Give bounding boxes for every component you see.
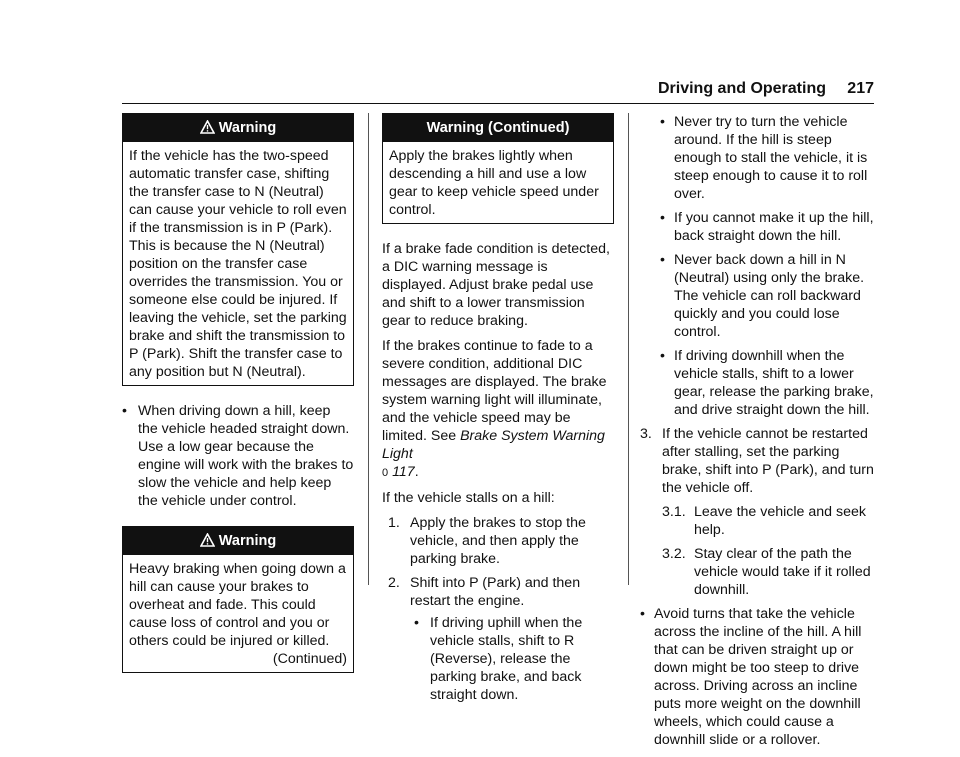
list-item-text: If driving downhill when the vehicle stalls, shift to a lower gear, release the parking brake, and drive straight down the hill.: [674, 348, 874, 418]
paragraph-severe-fade: [382, 337, 614, 482]
bullet-icon: •: [660, 210, 665, 226]
warning-body: [383, 142, 613, 223]
warning-box-transfer-case: [122, 113, 354, 386]
list-item: [640, 347, 876, 419]
warning-body: [123, 555, 353, 672]
warning-text: Heavy braking when going down a hill can cause your brakes to overheat and fade. This could cause loss of control and you or others could be injured or killed.: [129, 561, 346, 649]
bullet-icon: •: [660, 348, 665, 364]
cross-reference-page[interactable]: 117: [392, 464, 415, 480]
paragraph-stalls: If the vehicle stalls on a hill:: [382, 490, 555, 506]
column-3: [640, 113, 876, 757]
step-number: 1.: [388, 515, 400, 531]
warning-triangle-icon: [200, 529, 215, 557]
warning-triangle-icon: [200, 116, 215, 144]
numbered-step: [382, 574, 614, 704]
warning-box-continued: [382, 113, 614, 224]
sub-step: [640, 503, 876, 539]
step-text: Stay clear of the path the vehicle would take if it rolled downhill.: [694, 546, 871, 598]
step-number: 3.1.: [662, 504, 686, 520]
column-1: [122, 113, 354, 689]
list-item-text: Avoid turns that take the vehicle across the incline of the hill. A hill that can be driven straight up or down might be too steep to drive across. Driving across an incline puts more weight on the downhill wheels, which could cause a downhill slide or a rollover.: [654, 606, 862, 748]
warning-header: [383, 114, 613, 142]
list-item: [640, 251, 876, 341]
column-divider-2: [628, 113, 629, 585]
step-number: 2.: [388, 575, 400, 591]
column-divider-1: [368, 113, 369, 585]
step-text: If the vehicle cannot be restarted after stalling, set the parking brake, shift into P (Park), and turn the vehicle off.: [662, 426, 874, 496]
warning-text: If the vehicle has the two-speed automatic transfer case, shifting the transfer case to N (Neutral) can cause your vehicle to roll even if the transmission is in P (Park). This is because the N (Neutral) position on the transfer case overrides the transmission. You or someone else could be injured. If leaving the vehicle, set the parking brake and shift the transmission to P (Park). Shift the transfer case to any position but N (Neutral).: [129, 148, 347, 380]
continued-label: (Continued): [272, 651, 347, 667]
step-text: Shift into P (Park) and then restart the engine.: [410, 575, 581, 609]
step-number: 3.2.: [662, 546, 686, 562]
bullet-icon: •: [660, 252, 665, 268]
numbered-step: [640, 425, 876, 497]
paragraph-brake-fade: If a brake fade condition is detected, a DIC warning message is displayed. Adjust brake pedal use and shift to a lower transmission gear to reduce braking.: [382, 241, 610, 329]
list-item: [640, 209, 876, 245]
list-item-text: Never try to turn the vehicle around. If the hill is steep enough to stall the vehicle, it is steep enough to cause it to roll over.: [674, 114, 868, 202]
warning-header: [123, 114, 353, 142]
warning-box-heavy-braking: [122, 526, 354, 673]
page-number: 217: [847, 80, 874, 97]
warning-header: [123, 527, 353, 555]
sub-step: [640, 545, 876, 599]
bullet-icon: •: [660, 114, 665, 130]
step-text: Leave the vehicle and seek help.: [694, 504, 866, 538]
list-item: [410, 614, 614, 704]
list-item: [640, 605, 876, 749]
list-item: [122, 402, 354, 510]
list-item-text: If driving uphill when the vehicle stalls, shift to R (Reverse), release the parking brake, and back straight down.: [430, 615, 583, 703]
list-item-text: When driving down a hill, keep the vehicle headed straight down. Use a low gear because the engine will work with the brakes to slow the vehicle and help keep the vehicle under control.: [138, 403, 354, 509]
paragraph-text: If the brakes continue to fade to a severe condition, additional DIC messages are displayed. The brake system warning light will illuminate, and the vehicle speed may be limited. See: [382, 338, 607, 444]
page-reference-icon: 0: [382, 467, 389, 479]
warning-title: Warning (Continued): [426, 120, 570, 136]
bullet-icon: •: [122, 403, 127, 419]
bullet-icon: •: [414, 615, 419, 631]
numbered-step: [382, 514, 614, 568]
warning-body: [123, 142, 353, 385]
column-2: [382, 113, 614, 710]
warning-title: Warning: [218, 120, 277, 136]
step-number: 3.: [640, 426, 652, 442]
step-text: Apply the brakes to stop the vehicle, and then apply the parking brake.: [410, 515, 586, 567]
list-item: [640, 113, 876, 203]
warning-text: Apply the brakes lightly when descending a hill and use a low gear to keep vehicle speed under control.: [389, 148, 599, 218]
section-title: Driving and Operating: [657, 80, 826, 97]
paragraph-end: .: [414, 464, 419, 480]
cross-reference-link[interactable]: Brake System Warning Light: [382, 428, 605, 462]
warning-title: Warning: [218, 533, 277, 549]
page-header: [122, 78, 874, 104]
list-item-text: If you cannot make it up the hill, back straight down the hill.: [674, 210, 874, 244]
bullet-icon: •: [640, 606, 645, 622]
list-item-text: Never back down a hill in N (Neutral) using only the brake. The vehicle can roll backward quickly and you could lose control.: [674, 252, 865, 340]
